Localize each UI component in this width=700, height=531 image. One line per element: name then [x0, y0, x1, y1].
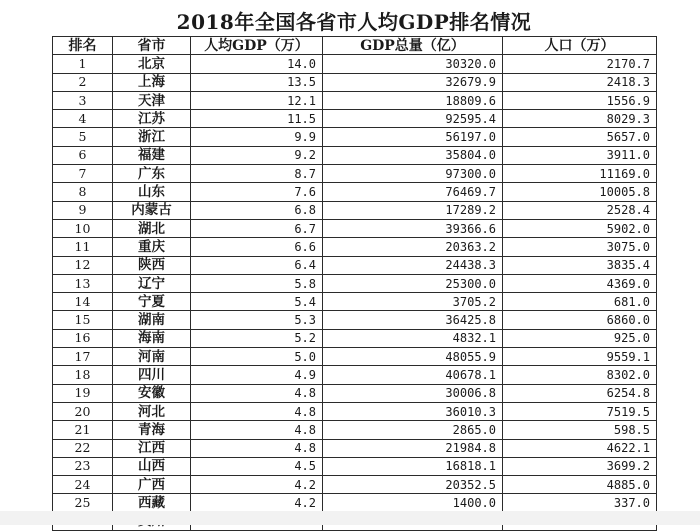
rank-cell: 19 [53, 384, 113, 402]
ranking-sheet [52, 8, 656, 531]
province-cell: 辽宁 [113, 274, 191, 292]
gdp-total-cell: 24438.3 [323, 256, 503, 274]
population-cell: 11169.0 [503, 165, 657, 183]
population-cell: 1556.9 [503, 91, 657, 109]
header-row [53, 37, 657, 55]
table-row [53, 165, 657, 183]
population-cell: 3835.4 [503, 256, 657, 274]
gdp-total-cell: 48055.9 [323, 348, 503, 366]
population-cell: 7519.5 [503, 402, 657, 420]
gdp-total-cell: 1400.0 [323, 494, 503, 512]
rank-cell: 12 [53, 256, 113, 274]
province-cell: 陕西 [113, 256, 191, 274]
header-province: 省市 [113, 37, 191, 55]
province-cell: 重庆 [113, 238, 191, 256]
table-row [53, 366, 657, 384]
province-cell: 浙江 [113, 128, 191, 146]
rank-cell: 14 [53, 293, 113, 311]
table-row [53, 494, 657, 512]
gdp-total-cell: 16818.1 [323, 457, 503, 475]
rank-cell: 25 [53, 494, 113, 512]
gdp-per-capita-cell: 6.4 [191, 256, 323, 274]
province-cell: 内蒙古 [113, 201, 191, 219]
gdp-per-capita-cell: 4.8 [191, 439, 323, 457]
province-cell: 河北 [113, 402, 191, 420]
population-cell: 8302.0 [503, 366, 657, 384]
table-row [53, 439, 657, 457]
gdp-per-capita-cell: 9.9 [191, 128, 323, 146]
gdp-per-capita-cell: 7.6 [191, 183, 323, 201]
province-cell: 上海 [113, 73, 191, 91]
population-cell: 5902.0 [503, 219, 657, 237]
table-row [53, 128, 657, 146]
table-row [53, 73, 657, 91]
gdp-per-capita-cell: 5.3 [191, 311, 323, 329]
population-cell: 5657.0 [503, 128, 657, 146]
gdp-total-cell: 92595.4 [323, 110, 503, 128]
gdp-per-capita-cell: 4.8 [191, 421, 323, 439]
province-cell: 海南 [113, 329, 191, 347]
header-gdp-total: GDP总量（亿） [323, 37, 503, 55]
rank-cell: 4 [53, 110, 113, 128]
gdp-per-capita-cell: 5.8 [191, 274, 323, 292]
population-cell: 925.0 [503, 329, 657, 347]
gdp-per-capita-cell: 4.5 [191, 457, 323, 475]
population-cell: 2418.3 [503, 73, 657, 91]
gdp-per-capita-cell: 4.2 [191, 476, 323, 494]
gdp-per-capita-cell: 4.2 [191, 494, 323, 512]
gdp-total-cell: 3705.2 [323, 293, 503, 311]
population-cell: 598.5 [503, 421, 657, 439]
table-row [53, 256, 657, 274]
province-cell: 河南 [113, 348, 191, 366]
gdp-total-cell: 17289.2 [323, 201, 503, 219]
gdp-total-cell: 25300.0 [323, 274, 503, 292]
gdp-per-capita-cell: 5.0 [191, 348, 323, 366]
table-row [53, 274, 657, 292]
population-cell: 3699.2 [503, 457, 657, 475]
gdp-per-capita-cell: 14.0 [191, 55, 323, 73]
province-cell: 北京 [113, 55, 191, 73]
gdp-per-capita-cell: 5.4 [191, 293, 323, 311]
rank-cell: 3 [53, 91, 113, 109]
rank-cell: 7 [53, 165, 113, 183]
table-title: 2018年全国各省市人均GDP排名情况 [176, 10, 532, 34]
table-row [53, 238, 657, 256]
rank-cell: 1 [53, 55, 113, 73]
province-cell: 湖北 [113, 219, 191, 237]
province-cell: 青海 [113, 421, 191, 439]
rank-cell: 24 [53, 476, 113, 494]
population-cell: 4622.1 [503, 439, 657, 457]
table-row [53, 402, 657, 420]
table-row [53, 348, 657, 366]
rank-cell: 23 [53, 457, 113, 475]
population-cell: 337.0 [503, 494, 657, 512]
population-cell: 6860.0 [503, 311, 657, 329]
gdp-per-capita-cell: 5.2 [191, 329, 323, 347]
table-row [53, 183, 657, 201]
table-row [53, 476, 657, 494]
table-row [53, 457, 657, 475]
header-population: 人口（万） [503, 37, 657, 55]
province-cell: 山西 [113, 457, 191, 475]
province-cell: 广东 [113, 165, 191, 183]
gdp-total-cell: 36425.8 [323, 311, 503, 329]
rank-cell: 11 [53, 238, 113, 256]
rank-cell: 8 [53, 183, 113, 201]
rank-cell: 18 [53, 366, 113, 384]
province-cell: 天津 [113, 91, 191, 109]
population-cell: 2170.7 [503, 55, 657, 73]
header-gdp-per-capita: 人均GDP（万） [191, 37, 323, 55]
province-cell: 湖南 [113, 311, 191, 329]
population-cell: 6254.8 [503, 384, 657, 402]
rank-cell: 15 [53, 311, 113, 329]
rank-cell: 9 [53, 201, 113, 219]
table-row [53, 421, 657, 439]
gdp-per-capita-cell: 6.8 [191, 201, 323, 219]
gdp-total-cell: 2865.0 [323, 421, 503, 439]
population-cell: 8029.3 [503, 110, 657, 128]
table-row [53, 201, 657, 219]
rank-cell: 2 [53, 73, 113, 91]
population-cell: 9559.1 [503, 348, 657, 366]
rank-cell: 6 [53, 146, 113, 164]
gdp-total-cell: 21984.8 [323, 439, 503, 457]
province-cell: 山东 [113, 183, 191, 201]
province-cell: 安徽 [113, 384, 191, 402]
gdp-total-cell: 76469.7 [323, 183, 503, 201]
gdp-total-cell: 36010.3 [323, 402, 503, 420]
header-rank: 排名 [53, 37, 113, 55]
population-cell: 2528.4 [503, 201, 657, 219]
province-cell: 四川 [113, 366, 191, 384]
table-row [53, 311, 657, 329]
rank-cell: 17 [53, 348, 113, 366]
gdp-per-capita-cell: 13.5 [191, 73, 323, 91]
province-cell: 江苏 [113, 110, 191, 128]
gdp-per-capita-cell: 8.7 [191, 165, 323, 183]
gdp-per-capita-cell: 4.8 [191, 384, 323, 402]
gdp-total-cell: 30006.8 [323, 384, 503, 402]
rank-cell: 16 [53, 329, 113, 347]
gdp-total-cell: 32679.9 [323, 73, 503, 91]
population-cell: 681.0 [503, 293, 657, 311]
gdp-total-cell: 56197.0 [323, 128, 503, 146]
gdp-per-capita-cell: 12.1 [191, 91, 323, 109]
population-cell: 4885.0 [503, 476, 657, 494]
rank-cell: 13 [53, 274, 113, 292]
table-row [53, 55, 657, 73]
table-row [53, 91, 657, 109]
province-cell: 福建 [113, 146, 191, 164]
rank-cell: 22 [53, 439, 113, 457]
rank-cell: 5 [53, 128, 113, 146]
gdp-ranking-table [52, 36, 657, 531]
gdp-per-capita-cell: 4.9 [191, 366, 323, 384]
table-row [53, 293, 657, 311]
gdp-total-cell: 97300.0 [323, 165, 503, 183]
province-cell: 广西 [113, 476, 191, 494]
province-cell: 西藏 [113, 494, 191, 512]
table-row [53, 329, 657, 347]
gdp-per-capita-cell: 9.2 [191, 146, 323, 164]
population-cell: 10005.8 [503, 183, 657, 201]
table-row [53, 146, 657, 164]
table-body [53, 55, 657, 531]
gdp-total-cell: 20363.2 [323, 238, 503, 256]
table-row [53, 384, 657, 402]
gdp-total-cell: 39366.6 [323, 219, 503, 237]
gdp-total-cell: 30320.0 [323, 55, 503, 73]
gdp-total-cell: 4832.1 [323, 329, 503, 347]
table-row [53, 110, 657, 128]
population-cell: 3075.0 [503, 238, 657, 256]
table-row [53, 219, 657, 237]
rank-cell: 10 [53, 219, 113, 237]
gdp-per-capita-cell: 6.7 [191, 219, 323, 237]
gdp-per-capita-cell: 4.8 [191, 402, 323, 420]
population-cell: 3911.0 [503, 146, 657, 164]
gdp-total-cell: 35804.0 [323, 146, 503, 164]
gdp-per-capita-cell: 6.6 [191, 238, 323, 256]
province-cell: 江西 [113, 439, 191, 457]
province-cell: 宁夏 [113, 293, 191, 311]
gdp-total-cell: 20352.5 [323, 476, 503, 494]
population-cell: 4369.0 [503, 274, 657, 292]
rank-cell: 20 [53, 402, 113, 420]
bottom-bar [0, 511, 700, 525]
gdp-per-capita-cell: 11.5 [191, 110, 323, 128]
rank-cell: 21 [53, 421, 113, 439]
gdp-total-cell: 40678.1 [323, 366, 503, 384]
gdp-total-cell: 18809.6 [323, 91, 503, 109]
